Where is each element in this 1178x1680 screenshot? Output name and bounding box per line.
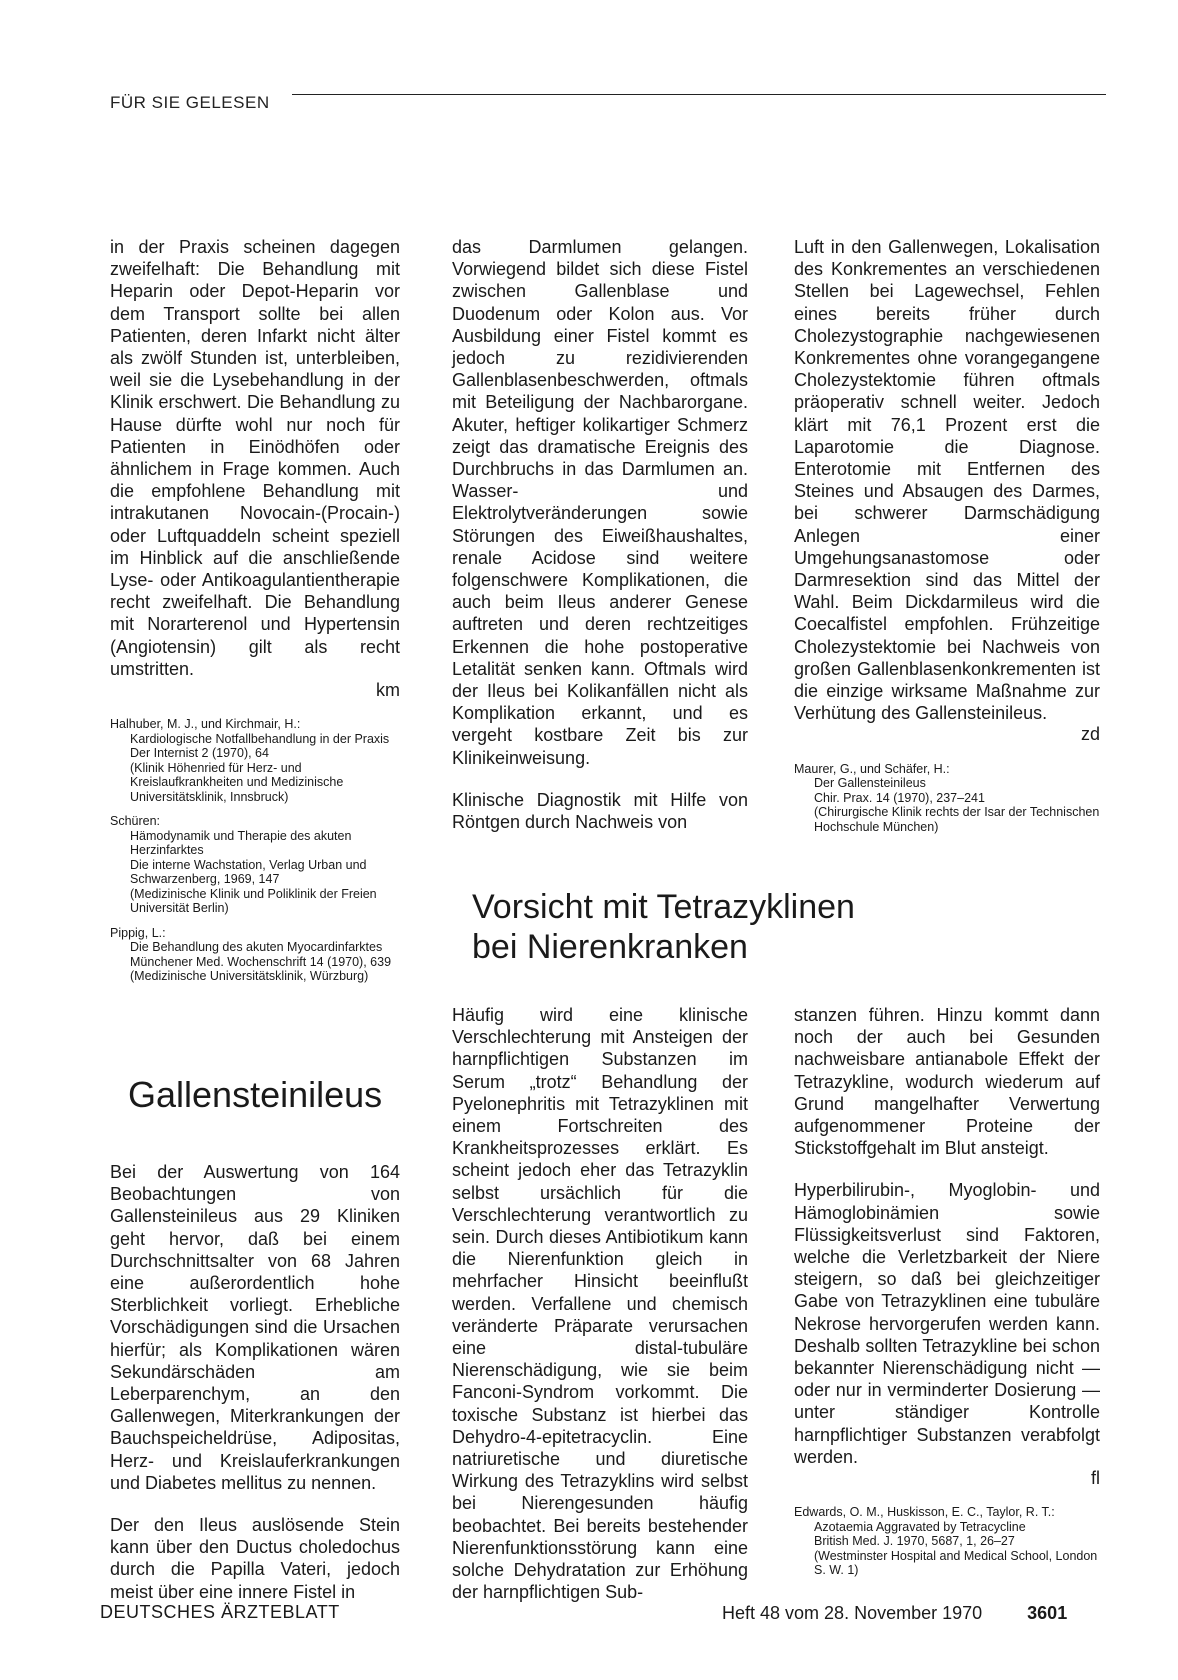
reference-list xyxy=(794,1505,1100,1578)
gallen-paragraph-3: das Darmlumen gelangen. Vorwiegend bildet sich diese Fistel zwischen Gallenblase und Duodenum oder Kolon aus. Vor Ausbildung einer Fistel kommt es jedoch zu rezidivierenden Gallenblasenbeschwerden, oftmals mit Beteiligung der Nachbarorgane. Akuter, heftiger kolikartiger Schmerz zeigt das dramatische Ereignis des Durchbruchs in das Darmlumen an. Wasser- und Elektrolytveränderungen sowie Störungen des Eiweißhaushaltes, renale Acidose sind weitere folgenschwere Komplikationen, die auch beim Ileus anderer Genese auftreten und deren rechtzeitiges Erkennen die hohe postoperative Letalität senken kann. Oftmals wird der Ileus bei Kolikanfällen nicht als Komplikation erkannt, und es vergeht kostbare Zeit bis zur Klinikeinweisung. xyxy=(452,237,748,768)
gallen-column-1 xyxy=(110,1161,400,1603)
column-1-previous-article xyxy=(110,236,400,994)
footer-issue: Heft 48 vom 28. November 1970 xyxy=(722,1603,983,1623)
article-title-tetrazykline: Vorsicht mit Tetrazyklinen bei Nierenkranken xyxy=(472,888,855,966)
footer-issue-info xyxy=(722,1603,1067,1624)
tetra-column-1 xyxy=(452,1004,748,1603)
article-title-gallensteinileus: Gallensteinileus xyxy=(128,1074,383,1115)
gallen-paragraph-1: Bei der Auswertung von 164 Beobachtungen von Gallensteinileus aus 29 Kliniken geht hervor, daß bei einem Durchschnittsalter von 68 Jahren eine außerordentlich hohe Sterblichkeit vorliegt. Erhebliche Vorschädigungen sind die Ursachen hierfür; als Komplikationen wären Sekundärschäden am Leberparenchym, an den Gallenwegen, Miterkrankungen der Bauchspeicheldrüse, Adipositas, Herz- und Kreislauferkrankungen und Diabetes mellitus zu nennen. xyxy=(110,1162,400,1493)
tetra-column-2 xyxy=(794,1004,1100,1588)
gallen-paragraph-4: Klinische Diagnostik mit Hilfe von Röntgen durch Nachweis von xyxy=(452,789,748,833)
gallen-paragraph-5: Luft in den Gallenwegen, Lokalisation des Konkrementes an verschiedenen Stellen bei Lagewechsel, Fehlen eines bereits früher durch Cholezystographie nachgewiesenen Konkrementes ohne vorangegangene Cholezystektomie führen oftmals präoperativ schnell weiter. Jedoch klärt mit 76,1 Prozent erst die Laparotomie die Diagnose. Enterotomie mit Entfernen des Steines und Absaugen des Darmes, bei schwerer Darmschädigung Anlegen einer Umgehungsanastomose oder Darmresektion sind das Mittel der Wahl. Beim Dickdarmileus wird die Coecalfistel empfohlen. Frühzeitige Cholezystektomie bei Nachweis von großen Gallenblasenkonkrementen ist die einzige wirksame Maßnahme zur Verhütung des Gallensteinileus. xyxy=(794,237,1100,724)
reference-list xyxy=(794,762,1100,835)
author-signature: km xyxy=(376,680,400,701)
reference-item: Schüren: Hämodynamik und Therapie des akuten Herzinfarktes Die interne Wachstation, Verlag Urban und Schwarzenberg, 1969, 147 (Medizinische Klinik und Poliklinik der Freien Universität Berlin) xyxy=(110,814,377,916)
header-rule xyxy=(292,94,1106,95)
tetra-paragraph-2: stanzen führen. Hinzu kommt dann noch der auch bei Gesunden nachweisbare antianabole Effekt der Tetrazykline, wodurch wiederum auf Grund mangelhafter Verwertung aufgenommener Proteine der Stickstoffgehalt im Blut ansteigt. xyxy=(794,1005,1100,1159)
section-label: FÜR SIE GELESEN xyxy=(110,93,270,112)
gallen-column-2 xyxy=(452,236,748,833)
reference-item: Halhuber, M. J., und Kirchmair, H.: Kardiologische Notfallbehandlung in der Praxis Der Internist 2 (1970), 64 (Klinik Höhenried für Herz- und Kreislaufkrankheiten und Medizinische Universitätsklinik, Innsbruck) xyxy=(110,717,390,804)
reference-item: Edwards, O. M., Huskisson, E. C., Taylor, R. T.: Azotaemia Aggravated by Tetracycline British Med. J. 1970, 5687, 1, 26–27 (Westminster Hospital and Medical School, London S. W. 1) xyxy=(794,1505,1098,1578)
reference-list xyxy=(110,717,400,984)
tetra-paragraph-3: Hyperbilirubin-, Myoglobin- und Hämoglobinämien sowie Flüssigkeitsverlust sind Faktoren, welche die Verletzbarkeit der Niere steigern, so daß bei gleichzeitiger Gabe von Tetrazyklinen eine tubuläre Nekrose hervorgerufen werden kann. Deshalb sollten Tetrazykline bei schon bekannter Nierenschädigung nicht — oder nur in verminderter Dosierung — unter ständiger Kontrolle harnpflichtiger Substanzen verabfolgt werden. xyxy=(794,1180,1100,1467)
page-number: 3601 xyxy=(1027,1603,1068,1623)
gallen-paragraph-2: Der den Ileus auslösende Stein kann über den Ductus choledochus durch die Papilla Vateri, jedoch meist über eine innere Fistel in xyxy=(110,1515,400,1602)
footer-journal-name: DEUTSCHES ÄRZTEBLATT xyxy=(100,1602,340,1622)
reference-item: Pippig, L.: Die Behandlung des akuten Myocardinfarktes Münchener Med. Wochenschrift 14 (1970), 639 (Medizinische Universitätsklinik, Würzburg) xyxy=(110,925,392,984)
tetra-paragraph-1: Häufig wird eine klinische Verschlechterung mit Ansteigen der harnpflichtigen Substanzen im Serum „trotz“ Behandlung der Pyelonephritis mit Tetrazyklinen mit einem Fortschreiten des Krankheitsprozesses erklärt. Es scheint jedoch eher das Tetrazyklin selbst ursächlich für die Verschlechterung verantwortlich zu sein. Durch dieses Antibiotikum kann die Nierenfunktion gleich in mehrfacher Hinsicht beeinflußt werden. Verfallene und chemisch veränderte Präparate verursachen eine distal-tubuläre Nierenschädigung, wie sie beim Fanconi-Syndrom vorkommt. Die toxische Substanz ist hierbei das Dehydro-4-epitetracyclin. Eine natriuretische und diuretische Wirkung des Tetrazyklins wird selbst bei Nierengesunden häufig beobachtet. Bei bereits bestehender Nierenfunktionsstörung kann eine solche Dehydratation zur Erhöhung der harnpflichtigen Sub- xyxy=(452,1005,748,1603)
author-signature: zd xyxy=(1080,724,1100,745)
gallen-column-3 xyxy=(794,236,1100,844)
reference-item: Maurer, G., und Schäfer, H.: Der Gallensteinileus Chir. Prax. 14 (1970), 237–241 (Chirurgische Klinik rechts der Isar der Technischen Hochschule München) xyxy=(794,761,1100,834)
author-signature: fl xyxy=(1091,1468,1100,1489)
previous-article-paragraph: in der Praxis scheinen dagegen zweifelhaft: Die Behandlung mit Heparin oder Depot-Heparin vor dem Transport sollte bei allen Patienten, deren Infarkt nicht älter als zwölf Stunden ist, unterbleiben, weil sie die Lysebehandlung in der Klinik erschwert. Die Behandlung zu Hause dürfte wohl nur noch für Patienten in Einödhöfen oder ähnlichem in Frage kommen. Auch die empfohlene Behandlung mit intrakutanen Novocain-(Procain-) oder Luftquaddeln scheint speziell im Hinblick auf die anschließende Lyse- oder Antikoagulantientherapie recht zweifelhaft. Die Behandlung mit Norarterenol und Hypertensin (Angiotensin) gilt als recht umstritten. xyxy=(110,237,400,679)
